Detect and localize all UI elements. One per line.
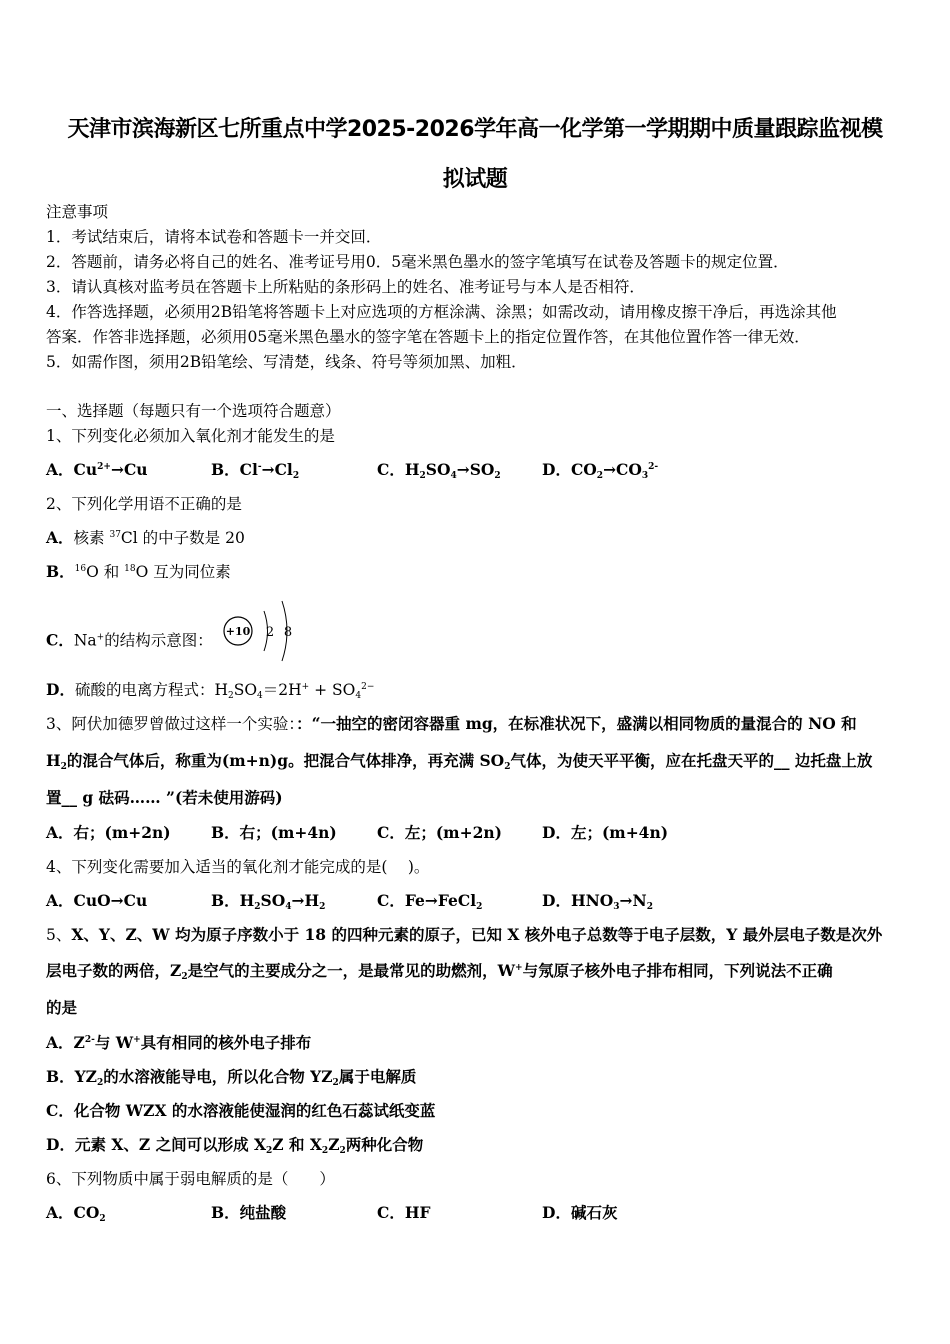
- option-a: A．右；(m+2n): [46, 823, 171, 842]
- notice-item: 答案．作答非选择题，必须用05毫米黑色墨水的签字笔在答题卡上的指定位置作答，在其他位置作答一律无效．: [46, 328, 810, 346]
- option-c: C．Na+的结构示意图： +10 2 8: [46, 620, 908, 663]
- option-d: D．$HNO_3\to N_2$: [542, 891, 653, 912]
- notice-item: 2．答题前，请务必将自己的姓名、准考证号用0．5毫米黑色墨水的签字笔填写在试卷及答题卡的规定位置．: [46, 253, 789, 271]
- section-heading: 一、选择题（每题只有一个选项符合题意）: [46, 402, 341, 420]
- sodium-ion-structure-diagram: [222, 599, 302, 663]
- option-b: B．纯盐酸: [211, 1203, 287, 1222]
- option-c: C．HF: [377, 1203, 431, 1222]
- option-a: A．$Z^{2-}$与 W+具有相同的核外电子排布: [46, 1033, 312, 1052]
- notice-item: 3．请认真核对监考员在答题卡上所粘贴的条形码上的姓名、准考证号与本人是否相符．: [46, 278, 645, 296]
- question-3-stem: 置__ g 砝码…… ”(若未使用游码): [46, 788, 283, 807]
- option-c: C．$H_2SO_4\to SO_2$: [377, 460, 501, 481]
- question-5-stem: 5、X、Y、Z、W 均为原子序数小于 18 的四种元素的原子，已知 X 核外电子总数等于电子层数，Y 最外层电子数是次外: [46, 925, 883, 944]
- question-5-stem: 的是: [46, 998, 78, 1017]
- option-b: B．右；(m+4n): [211, 823, 337, 842]
- option-a: A．CuO→Cu: [46, 891, 148, 910]
- option-a: A．核素 $^{37}$Cl 的中子数是 20: [46, 528, 245, 547]
- question-4-stem: 4、下列变化需要加入适当的氧化剂才能完成的是( )。: [46, 858, 430, 876]
- option-a: A．$Cu^{2+}\to Cu$: [46, 460, 148, 479]
- option-b: B．$H_2SO_4\to H_2$: [211, 891, 326, 912]
- notice-item: 1．考试结束后，请将本试卷和答题卡一并交回．: [46, 228, 382, 246]
- option-b: B．$YZ_2$的水溶液能导电，所以化合物 $YZ_2$属于电解质: [46, 1067, 417, 1088]
- nucleus-charge: +10: [225, 625, 250, 638]
- question-3-stem: 3、阿伏加德罗曾做过这样一个实验：：“一抽空的密闭容器重 mg，在标准状况下，盛满以相同物质的量混合的 NO 和: [46, 714, 857, 733]
- option-d: D．$CO_2\to CO_3^{2-}$: [542, 460, 659, 481]
- shell-2-electrons: 8: [283, 625, 292, 640]
- page-title-line-1: 天津市滨海新区七所重点中学2025-2026学年高一化学第一学期期中质量跟踪监视模: [67, 117, 883, 142]
- option-d: D．碱石灰: [542, 1203, 618, 1222]
- notice-item: 4．作答选择题，必须用2B铅笔将答题卡上对应选项的方框涂满、涂黑；如需改动，请用橡皮擦干净后，再选涂其他: [46, 303, 837, 321]
- question-3-stem: $H_2$的混合气体后，称重为(m+n)g。把混合气体排净，再充满 $SO_2$气体，为使天平平衡，应在托盘天平的__ 边托盘上放: [46, 751, 873, 772]
- notice-item: 5．如需作图，须用2B铅笔绘、写清楚，线条、符号等须加黑、加粗．: [46, 353, 527, 371]
- option-d: D．硫酸的电离方程式：$H_2SO_4=2H^+ + SO_4^{2-}$: [46, 680, 375, 701]
- option-c: C．左；(m+2n): [377, 823, 502, 842]
- question-5-stem: 层电子数的两倍，$Z_2$是空气的主要成分之一，是最常见的助燃剂，W+与氖原子核外电子排布相同，下列说法不正确: [46, 961, 833, 982]
- option-d: D．左；(m+4n): [542, 823, 669, 842]
- option-d: D．元素 X、Z 之间可以形成 $X_2Z$ 和 $X_2Z_2$两种化合物: [46, 1135, 424, 1156]
- question-1-stem: 1、下列变化必须加入氧化剂才能发生的是: [46, 427, 335, 445]
- option-b: B．$Cl^-\to Cl_2$: [211, 460, 300, 481]
- question-6-stem: 6、下列物质中属于弱电解质的是（ ）: [46, 1170, 335, 1188]
- page-title-line-2: 拟试题: [442, 167, 508, 192]
- option-a: A．$CO_2$: [46, 1203, 106, 1224]
- shell-1-electrons: 2: [265, 625, 274, 640]
- notice-heading: 注意事项: [46, 203, 109, 221]
- option-c: C．化合物 WZX 的水溶液能使湿润的红色石蕊试纸变蓝: [46, 1101, 436, 1120]
- option-c: C．Fe→FeCl$_2$: [377, 891, 483, 912]
- option-b: B．$^{16}$O 和 $^{18}$O 互为同位素: [46, 562, 231, 581]
- question-2-stem: 2、下列化学用语不正确的是: [46, 495, 242, 513]
